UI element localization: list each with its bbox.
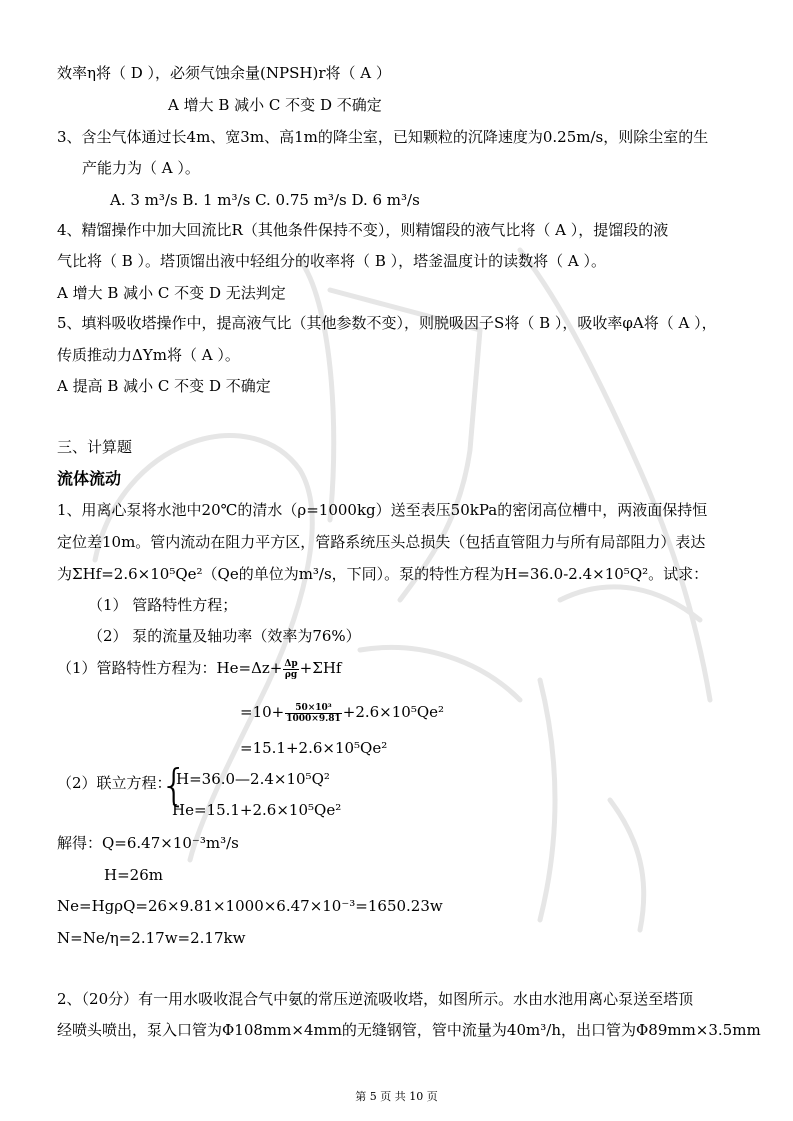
section-title: 三、计算题	[57, 438, 133, 456]
p1-ask2: （2） 泵的流量及轴功率（效率为76%）	[88, 627, 361, 645]
p1-line2: 定位差10m。管内流动在阻力平方区，管路系统压头总损失（包括直管阻力与所有局部阻力）表达	[57, 533, 706, 551]
q3-line1: 3、含尘气体通过长4m、宽3m、高1m的降尘室，已知颗粒的沉降速度为0.25m/s，则除尘室的生	[57, 128, 709, 146]
q3-line2: 产能力为（ A ）。	[82, 159, 200, 177]
q5-line1: 5、填料吸收塔操作中，提高液气比（其他参数不变），则脱吸因子S将（ B ），吸收率φA将（ A ），	[57, 314, 717, 332]
p1-solution-2-eq2: He=15.1+2.6×10⁵Qe²	[172, 801, 342, 819]
sol1-tail: +ΣHf	[299, 659, 342, 677]
q4-line2: 气比将（ B ）。塔顶馏出液中轻组分的收率将（ B ），塔釜温度计的读数将（ A ）。	[57, 252, 606, 270]
sol1-l2-num: 50×10³	[285, 703, 342, 714]
p1-solution-1-step3: =15.1+2.6×10⁵Qe²	[240, 739, 388, 757]
efficiency-question-line: 效率η将（ D ），必须气蚀余量(NPSH)r将（ A ）	[57, 64, 391, 82]
q3-options: A. 3 m³/s B. 1 m³/s C. 0.75 m³/s D. 6 m³/s	[110, 191, 420, 209]
sol1-frac-den: ρg	[284, 669, 298, 680]
p1-solution-2-label: （2）联立方程：	[57, 774, 172, 792]
q5-line2: 传质推动力ΔYm将（ A ）。	[57, 346, 240, 364]
sol1-label: （1）管路特性方程为：He=Δz+	[57, 659, 283, 677]
sol1-l2-pre: =10+	[240, 703, 285, 721]
sol1-fraction	[283, 659, 298, 680]
p2-line2: 经喷头喷出，泵入口管为Φ108mm×4mm的无缝钢管，管中流量为40m³/h，出口管为Φ89mm×3.5mm	[57, 1021, 761, 1039]
p1-ask1: （1） 管路特性方程；	[88, 596, 238, 614]
p1-solution-2-eq1: H=36.0—2.4×10⁵Q²	[176, 770, 330, 788]
p1-answer-effective-power: Ne=HgρQ=26×9.81×1000×6.47×10⁻³=1650.23w	[57, 897, 443, 915]
q4-line1: 4、精馏操作中加大回流比R（其他条件保持不变），则精馏段的液气比将（ A ），提馏段的液	[57, 221, 669, 239]
page-number: 第 5 页 共 10 页	[355, 1090, 438, 1103]
p1-answer-head: H=26m	[104, 866, 163, 884]
left-brace: {	[160, 760, 188, 811]
q5-options: A 提高 B 减小 C 不变 D 不确定	[57, 377, 271, 395]
sol1-l2-tail: +2.6×10⁵Qe²	[342, 703, 445, 721]
section-subtitle: 流体流动	[57, 469, 122, 488]
p1-solution-1-step2	[240, 702, 444, 724]
sol1-l2-den: 1000×9.81	[286, 713, 341, 724]
q4-options: A 增大 B 减小 C 不变 D 无法判定	[57, 284, 286, 302]
p1-answer-shaft-power: N=Ne/η=2.17w=2.17kw	[57, 929, 246, 947]
p1-answer-flow: 解得：Q=6.47×10⁻³m³/s	[57, 834, 239, 852]
p2-line1: 2、（20分）有一用水吸收混合气中氨的常压逆流吸收塔，如图所示。水由水池用离心泵送至塔顶	[57, 990, 694, 1008]
p1-line1: 1、用离心泵将水池中20℃的清水（ρ=1000kg）送至表压50kPa的密闭高位槽中，两液面保持恒	[57, 501, 708, 519]
p1-solution-1	[57, 658, 341, 680]
sol1-l2-fraction	[285, 703, 342, 724]
sol1-frac-num: Δp	[284, 658, 298, 669]
efficiency-options: A 增大 B 减小 C 不变 D 不确定	[168, 96, 382, 114]
p1-line3: 为ΣHf=2.6×10⁵Qe²（Qe的单位为m³/s，下同）。泵的特性方程为H=36.0-2.4×10⁵Q²。试求：	[57, 565, 709, 583]
